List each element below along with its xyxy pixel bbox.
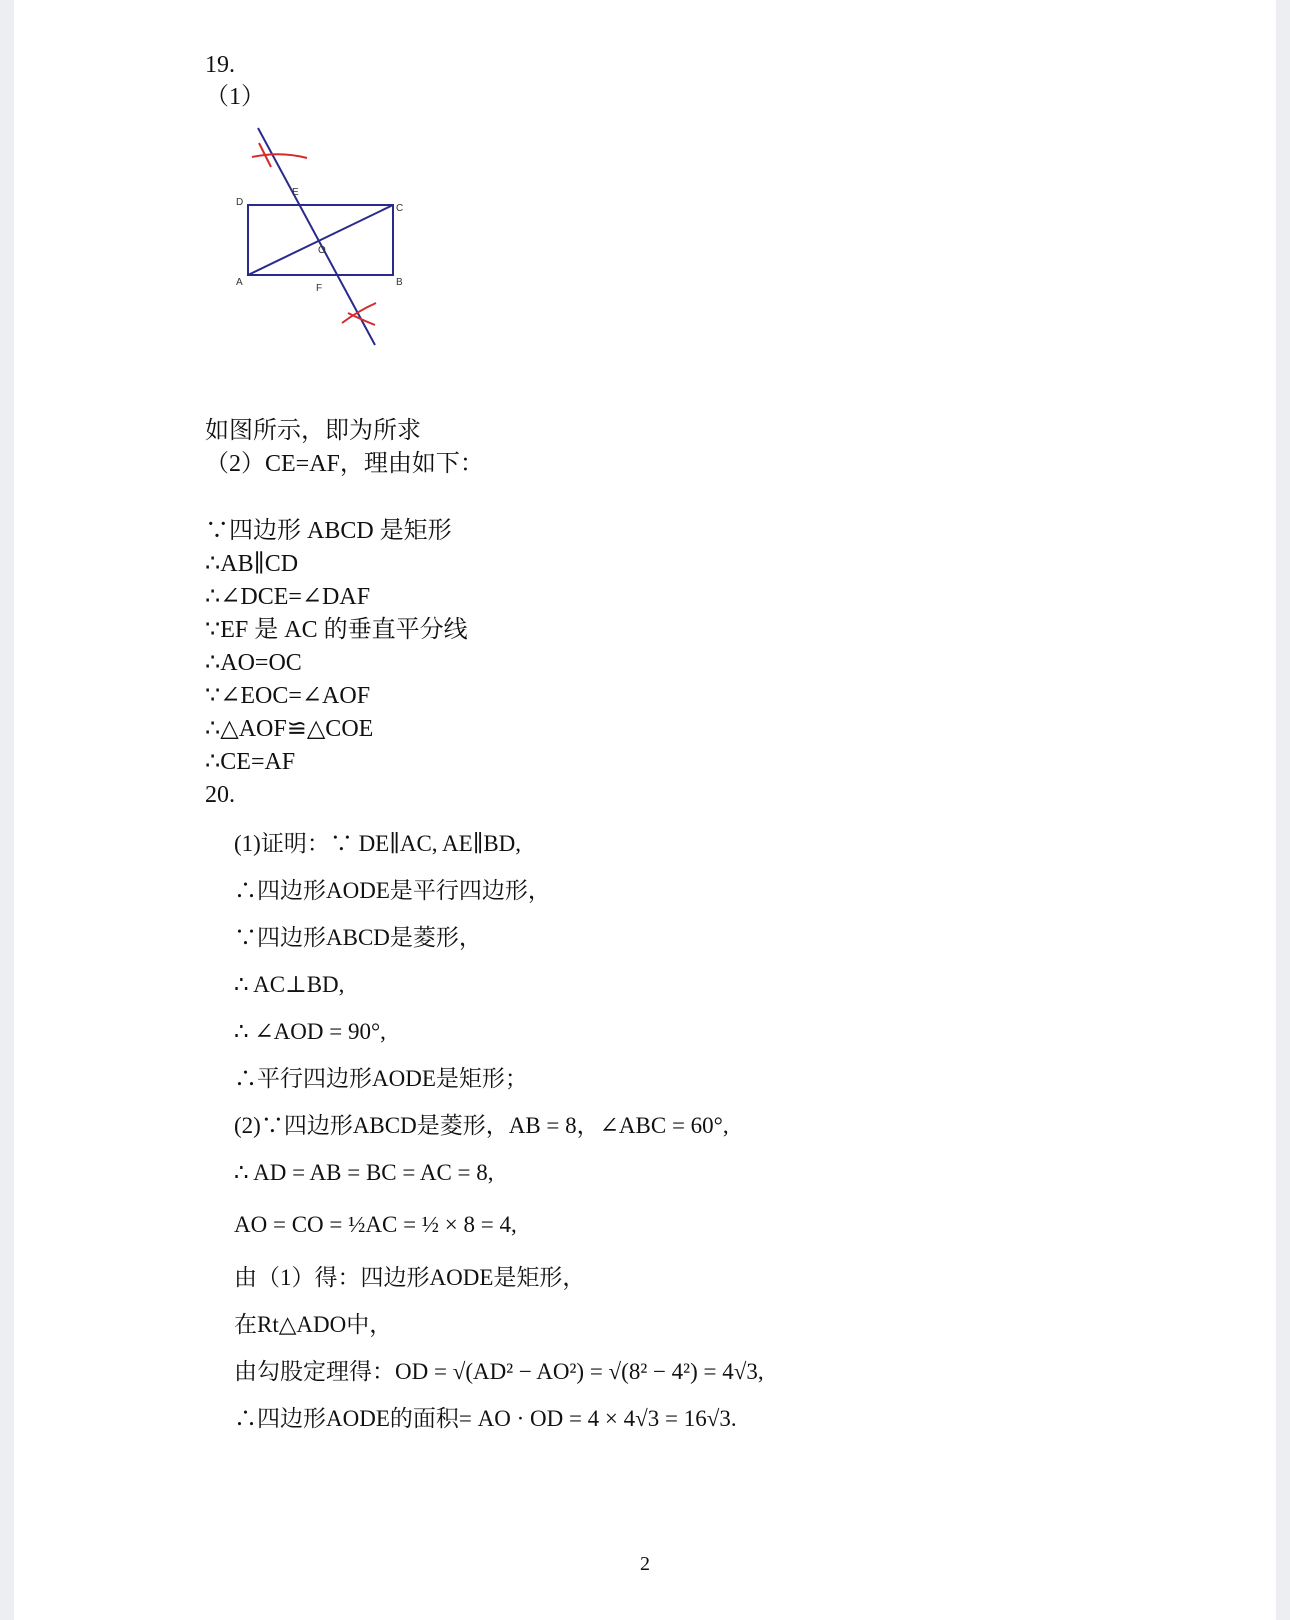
solution-line: ∴ AD = AB = BC = AC = 8, (234, 1160, 494, 1185)
construction-figure (230, 125, 420, 360)
solution-line: 在Rt△ADO中， (234, 1312, 393, 1337)
solution-line: (1)证明：∵ DE∥AC, AE∥BD, (234, 831, 522, 856)
label-c: C (396, 203, 404, 214)
label-f: F (316, 283, 323, 294)
solution-line: (2)∵四边形ABCD是菱形，AB = 8，∠ABC = 60°, (234, 1113, 729, 1138)
label-b: B (396, 277, 403, 288)
solution-line: AO = CO = ½AC = ½ × 8 = 4, (234, 1212, 517, 1237)
solution-line: ∵四边形ABCD是菱形， (234, 925, 482, 950)
question-19-part-2-intro: （2）CE=AF，理由如下： (205, 451, 484, 477)
arc-mark-top (252, 154, 307, 158)
solution-line: 由勾股定理得：OD = √(AD² − AO²) = √(8² − 4²) = 4√3, (234, 1359, 764, 1384)
proof-line: ∵四边形 ABCD 是矩形 (205, 518, 452, 544)
label-o: O (318, 245, 326, 256)
proof-line: ∴∠DCE=∠DAF (205, 584, 371, 610)
solution-line: ∴平行四边形AODE是矩形； (234, 1066, 528, 1091)
arc-mark-bottom (342, 303, 376, 323)
proof-line: ∴△AOF≌△COE (205, 716, 374, 742)
question-19-part-1: （1） (205, 84, 265, 110)
proof-line: ∵EF 是 AC 的垂直平分线 (205, 617, 468, 643)
label-a: A (236, 277, 243, 288)
question-20-number: 20. (205, 782, 235, 808)
solution-line: ∴四边形AODE的面积= AO · OD = 4 × 4√3 = 16√3. (234, 1406, 737, 1431)
page-number: 2 (640, 1553, 650, 1575)
solution-line: ∴四边形AODE是平行四边形， (234, 878, 551, 903)
question-19-number: 19. (205, 52, 235, 78)
label-e: E (292, 187, 299, 198)
proof-line: ∴CE=AF (205, 749, 296, 775)
proof-line: ∵∠EOC=∠AOF (205, 683, 371, 709)
label-d: D (236, 197, 244, 208)
proof-line: ∴AO=OC (205, 650, 302, 676)
solution-line: ∴ AC⊥BD, (234, 972, 345, 997)
figure-caption: 如图所示，即为所求 (205, 418, 421, 444)
diagonal-ac (248, 205, 393, 275)
arc-cross-bottom (348, 313, 375, 325)
solution-line: ∴ ∠AOD = 90°, (234, 1019, 386, 1044)
proof-line: ∴AB∥CD (205, 551, 299, 577)
solution-line: 由（1）得：四边形AODE是矩形， (234, 1265, 586, 1290)
